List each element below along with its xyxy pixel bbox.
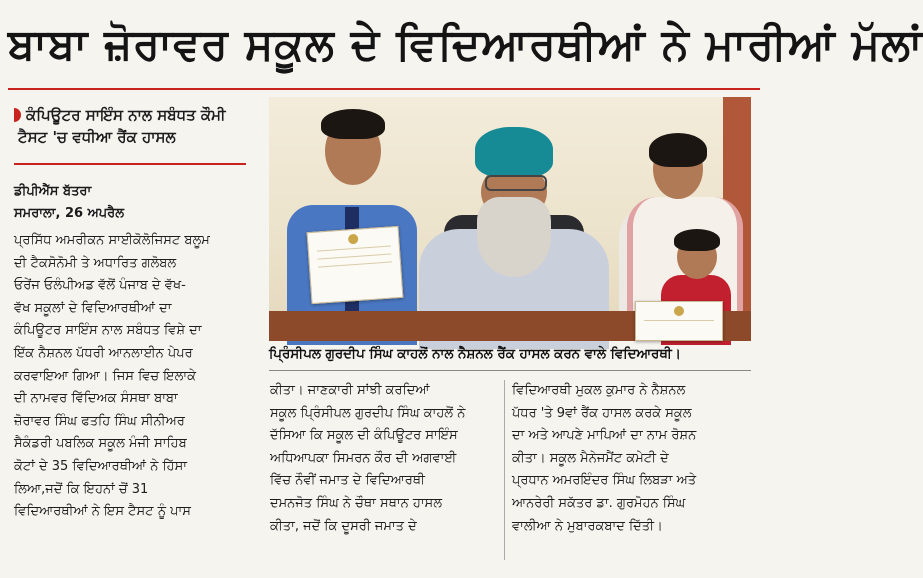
text-line: ਕੀਤਾ। ਜਾਣਕਾਰੀ ਸਾਂਝੀ ਕਰਦਿਆਂ (270, 383, 430, 398)
text-line: ਦੱਸਿਆ ਕਿ ਸਕੂਲ ਦੀ ਕੰਪਿਊਟਰ ਸਾਇੰਸ (270, 428, 458, 444)
headline: ਬਾਬਾ ਜ਼ੋਰਾਵਰ ਸਕੂਲ ਦੇ ਵਿਦਿਆਰਥੀਆਂ ਨੇ ਮਾਰੀਆਂ ਮੱਲਾਂ (8, 20, 923, 70)
text-line: ਲਿਆ,ਜਦੋਂ ਕਿ ਇਹਨਾਂ ਚੋਂ 31 (14, 481, 149, 497)
text-line: ਪ੍ਰਸਿੱਧ ਅਮਰੀਕਨ ਸਾਈਕੋਲੋਜਿਸਟ ਬਲੂਮ (14, 233, 210, 248)
principal-figure (419, 97, 609, 341)
article-column-1 (14, 230, 246, 570)
certificate-image (307, 226, 404, 304)
text-line: ਦਾ ਅਤੇ ਆਪਣੇ ਮਾਪਿਆਂ ਦਾ ਨਾਮ ਰੋਸ਼ਨ (512, 428, 697, 444)
text-line: ਸੈਕੰਡਰੀ ਪਬਲਿਕ ਸਕੂਲ ਮੰਜੀ ਸਾਹਿਬ (14, 436, 187, 452)
column-divider (504, 380, 505, 560)
student-boy-figure (287, 97, 417, 341)
news-photo (269, 97, 751, 341)
byline: ਡੀਪੀਐੱਸ ਬੱਤਰਾ (14, 184, 92, 199)
text-line: ਵਿਦਿਆਰਥੀ ਮੁਕਲ ਕੁਮਾਰ ਨੇ ਨੈਸ਼ਨਲ (512, 383, 686, 398)
text-line: ਕੀਤਾ। ਸਕੂਲ ਮੈਨੇਜਮੈਂਟ ਕਮੇਟੀ ਦੇ (512, 450, 669, 466)
text-line: ਦਮਨਜੋਤ ਸਿੰਘ ਨੇ ਚੌਥਾ ਸਥਾਨ ਹਾਸਲ (270, 495, 443, 511)
caption-rule (269, 370, 751, 371)
text-line: ਜ਼ੋਰਾਵਰ ਸਿੰਘ ਫਤਹਿ ਸਿੰਘ ਸੀਨੀਅਰ (14, 413, 185, 429)
subheadline-line-2: ਟੈਸਟ 'ਚ ਵਧੀਆ ਰੈਂਕ ਹਾਸਲ (18, 128, 176, 146)
text-line: ਕੰਪਿਊਟਰ ਸਾਇੰਸ ਨਾਲ ਸਬੰਧਤ ਵਿਸ਼ੇ ਦਾ (14, 323, 202, 339)
headline-rule (8, 88, 760, 90)
text-line: ਓਰੇਂਜ ਓਲੰਪੀਅਡ ਵੱਲੋਂ ਪੰਜਾਬ ਦੇ ਵੱਖ- (14, 278, 186, 294)
text-line: ਵਿਦਿਆਰਥੀਆਂ ਨੇ ਇਸ ਟੈਸਟ ਨੂੰ ਪਾਸ (14, 504, 191, 520)
text-line: ਵੱਖ ਸਕੂਲਾਂ ਦੇ ਵਿਦਿਆਰਥੀਆਂ ਦਾ (14, 300, 172, 316)
text-line: ਦੀ ਨਾਮਵਰ ਵਿੱਦਿਅਕ ਸੰਸਥਾ ਬਾਬਾ (14, 391, 178, 407)
certificate-image (635, 301, 723, 341)
photo-caption: ਪ੍ਰਿੰਸੀਪਲ ਗੁਰਦੀਪ ਸਿੰਘ ਕਾਹਲੋਂ ਨਾਲ ਨੈਸ਼ਨਲ ਰੈਂਕ ਹਾਸਲ ਕਰਨ ਵਾਲੇ ਵਿਦਿਆਰਥੀ। (269, 347, 681, 362)
subheadline (14, 104, 246, 148)
text-line: ਸਕੂਲ ਪ੍ਰਿੰਸੀਪਲ ਗੁਰਦੀਪ ਸਿੰਘ ਕਾਹਲੋਂ ਨੇ (270, 405, 466, 421)
text-line: ਕਰਵਾਇਆ ਗਿਆ। ਜਿਸ ਵਿਚ ਇਲਾਕੇ (14, 368, 196, 384)
text-line: ਇੱਕ ਨੈਸ਼ਨਲ ਪੱਧਰੀ ਆਨਲਾਈਨ ਪੇਪਰ (14, 345, 193, 361)
article-column-3 (512, 380, 752, 560)
subheadline-rule (14, 163, 246, 165)
subheadline-line-1: ਕੰਪਿਊਟਰ ਸਾਇੰਸ ਨਾਲ ਸਬੰਧਤ ਕੌਮੀ (26, 106, 226, 124)
text-line: ਪ੍ਰਧਾਨ ਅਮਰਇੰਦਰ ਸਿੰਘ ਲਿਬੜਾ ਅਤੇ (512, 473, 697, 489)
text-line: ਕੀਤਾ, ਜਦੋਂ ਕਿ ਦੂਸਰੀ ਜਮਾਤ ਦੇ (270, 518, 417, 534)
text-line: ਦੀ ਟੈਕਸੋਨੋਮੀ ਤੇ ਅਧਾਰਿਤ ਗਲੋਬਲ (14, 255, 177, 271)
text-line: ਵਾਲੀਆ ਨੇ ਮੁਬਾਰਕਬਾਦ ਦਿੱਤੀ। (512, 518, 663, 534)
text-line: ਕੋਟਾਂ ਦੇ 35 ਵਿਦਿਆਰਥੀਆਂ ਨੇ ਹਿੱਸਾ (14, 458, 188, 474)
dateline: ਸਮਰਾਲਾ, 26 ਅਪਰੈਲ (14, 206, 124, 221)
text-line: ਅਧਿਆਪਕਾ ਸਿਮਰਨ ਕੌਰ ਦੀ ਅਗਵਾਈ (270, 450, 457, 466)
text-line: ਆਨਰੇਰੀ ਸਕੱਤਰ ਡਾ. ਗੁਰਮੋਹਨ ਸਿੰਘ (512, 495, 686, 511)
article-column-2 (270, 380, 500, 560)
text-line: ਪੱਧਰ 'ਤੇ 9ਵਾਂ ਰੈਂਕ ਹਾਸਲ ਕਰਕੇ ਸਕੂਲ (512, 405, 692, 421)
text-line: ਵਿੱਚ ਨੌਵੀਂ ਜਮਾਤ ਦੇ ਵਿਦਿਆਰਥੀ (270, 473, 425, 489)
